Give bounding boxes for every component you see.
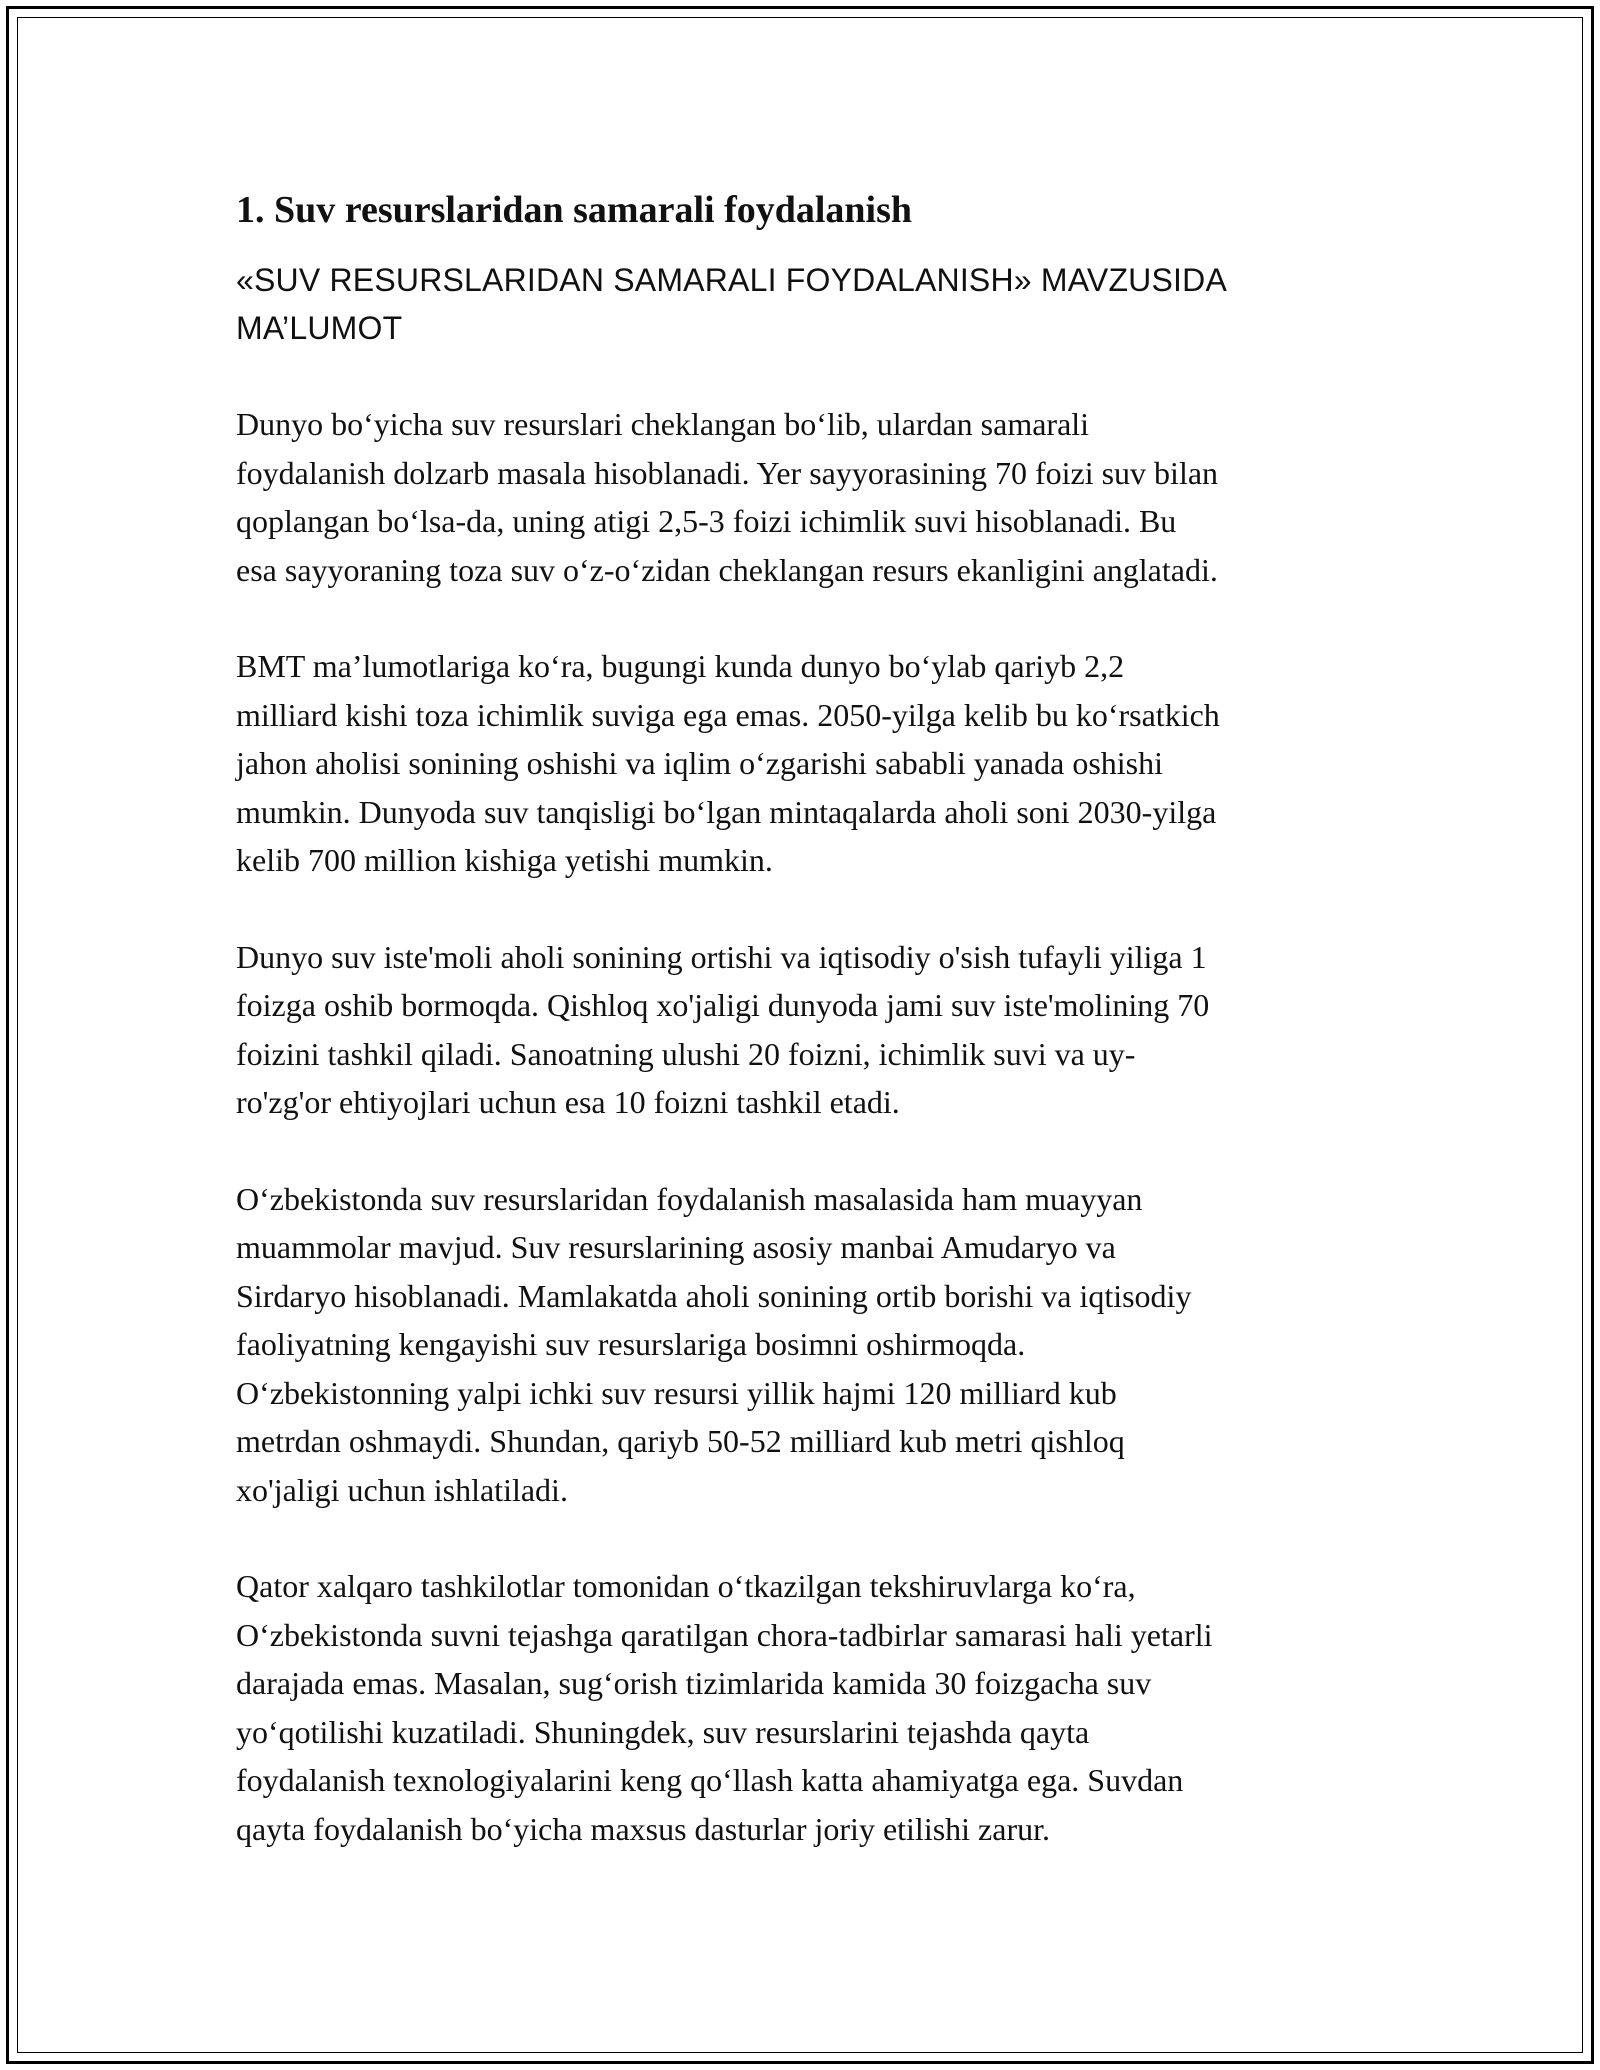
paragraph-line: yo‘qotilishi kuzatiladi. Shuningdek, suv resurslarini tejashda qayta [236, 1713, 1090, 1750]
paragraph-line: esa sayyoraning toza suv o‘z-o‘zidan cheklangan resurs ekanligini anglatadi. [236, 551, 1218, 588]
paragraph-line: qoplangan bo‘lsa-da, uning atigi 2,5-3 foizi ichimlik suvi hisoblanadi. Bu [236, 503, 1177, 539]
paragraph-line: Sirdaryo hisoblanadi. Mamlakatda aholi sonining ortib borishi va iqtisodiy [236, 1277, 1192, 1314]
paragraph-line: BMT ma’lumotlariga ko‘ra, bugungi kunda dunyo bo‘ylab qariyb 2,2 [236, 648, 1125, 684]
paragraph-line: mumkin. Dunyoda suv tanqisligi bo‘lgan mintaqalarda aholi soni 2030-yilga [236, 793, 1217, 830]
paragraph-line: metrdan oshmaydi. Shundan, qariyb 50-52 milliard kub metri qishloq [236, 1423, 1125, 1459]
paragraph-line: jahon aholisi sonining oshishi va iqlim o‘zgarishi sababli yanada oshishi [236, 745, 1163, 781]
document-page [236, 186, 1376, 1901]
paragraph-line: muammolar mavjud. Suv resurslarining asosiy manbai Amudaryo va [236, 1229, 1116, 1265]
document-heading: 1. Suv resurslaridan samarali foydalanish [236, 189, 913, 231]
paragraph-line: kelib 700 million kishiga yetishi mumkin. [236, 842, 773, 878]
paragraph-line: Qator xalqaro tashkilotlar tomonidan o‘tkazilgan tekshiruvlarga ko‘ra, [236, 1568, 1136, 1604]
paragraph-line: ro'zg'or ehtiyojlari uchun esa 10 foizni tashkil etadi. [236, 1084, 900, 1120]
paragraph-line: Dunyo bo‘yicha suv resurslari cheklangan bo‘lib, ulardan samarali [236, 406, 1090, 442]
paragraph-line: Dunyo suv iste'moli aholi sonining ortishi va iqtisodiy o'sish tufayli yiliga 1 [236, 938, 1207, 975]
document-subtitle [236, 256, 1376, 352]
paragraph-line: darajada emas. Masalan, sug‘orish tizimlarida kamida 30 foizgacha suv [236, 1665, 1152, 1701]
paragraph-3 [236, 933, 1376, 1127]
paragraph-line: O‘zbekistonda suv resurslaridan foydalanish masalasida ham muayyan [236, 1180, 1143, 1217]
paragraph-line: foizga oshib bormoqda. Qishloq xo'jaligi dunyoda jami suv iste'molining 70 [236, 987, 1210, 1023]
paragraph-line: O‘zbekistonning yalpi ichki suv resursi yillik hajmi 120 milliard kub [236, 1374, 1117, 1411]
paragraph-line: faoliyatning kengayishi suv resurslariga bosimni oshirmoqda. [236, 1326, 1026, 1362]
paragraph-line: xo'jaligi uchun ishlatiladi. [236, 1471, 568, 1508]
paragraph-4 [236, 1175, 1376, 1515]
paragraph-line: qayta foydalanish bo‘yicha maxsus dasturlar joriy etilishi zarur. [236, 1810, 1050, 1847]
paragraph-line: foydalanish dolzarb masala hisoblanadi. Yer sayyorasining 70 foizi suv bilan [236, 454, 1219, 491]
subtitle-line: «SUV RESURSLARIDAN SAMARALI FOYDALANISH» MAVZUSIDA [236, 262, 1227, 298]
paragraph-5 [236, 1562, 1376, 1853]
paragraph-2 [236, 642, 1376, 885]
paragraph-line: foizini tashkil qiladi. Sanoatning ulushi 20 foizni, ichimlik suvi va uy- [236, 1035, 1136, 1072]
subtitle-line: MA’LUMOT [236, 310, 403, 346]
paragraph-1 [236, 400, 1376, 594]
paragraph-line: foydalanish texnologiyalarini keng qo‘llash katta ahamiyatga ega. Suvdan [236, 1762, 1184, 1798]
paragraph-line: milliard kishi toza ichimlik suviga ega emas. 2050-yilga kelib bu ko‘rsatkich [236, 696, 1220, 733]
paragraph-line: O‘zbekistonda suvni tejashga qaratilgan chora-tadbirlar samarasi hali yetarli [236, 1616, 1213, 1653]
